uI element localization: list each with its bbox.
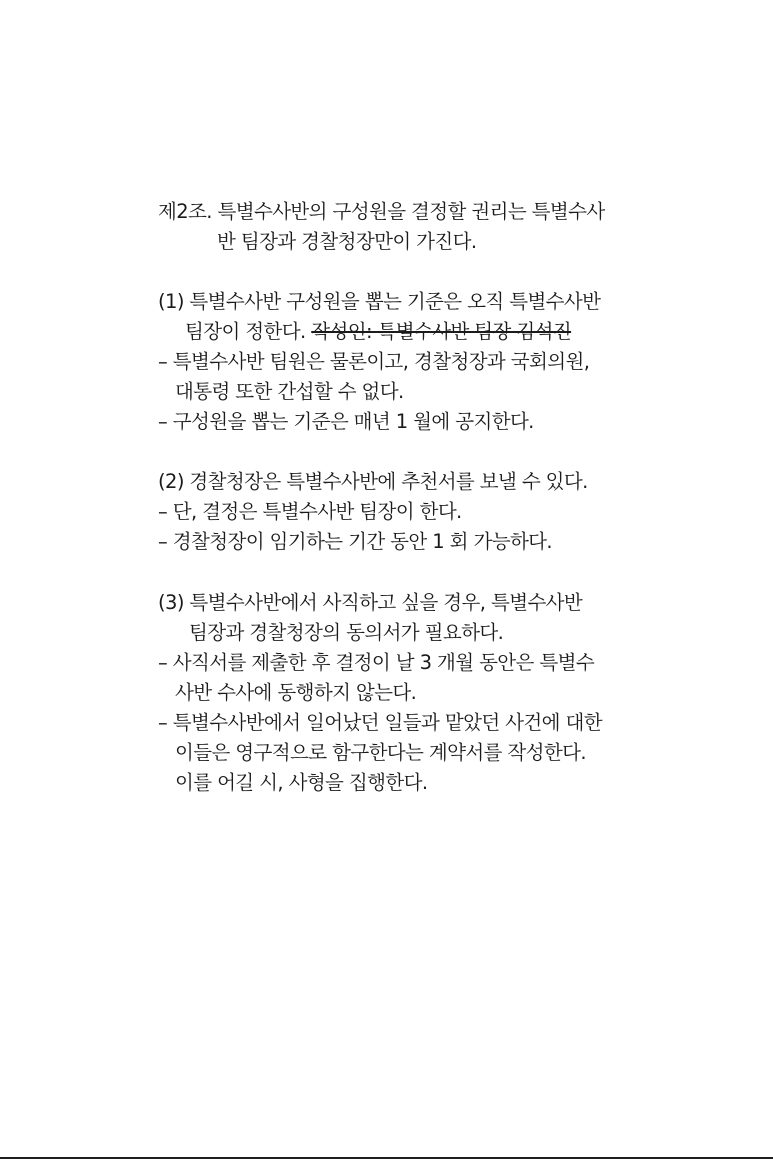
clause-1-title-line-2 [185, 317, 571, 347]
clause-1-item-1-line-1: – 특별수사반 팀원은 물론이고, 경찰청장과 국회의원, [158, 350, 590, 373]
clause-1-item-2: – 구성원을 뽑는 기준은 매년 1 월에 공지한다. [158, 410, 534, 433]
clause-3-item-2-line-2: 이들은 영구적으로 함구한다는 계약서를 작성한다. [175, 741, 586, 764]
clause-1-title-text: 팀장이 정한다. [185, 320, 306, 343]
clause-3-item-1-line-1: – 사직서를 제출한 후 결정이 날 3 개월 동안은 특별수 [158, 651, 595, 674]
clause-1-item-1-line-2: 대통령 또한 간섭할 수 없다. [175, 380, 404, 403]
clause-2-item-1: – 단, 결정은 특별수사반 팀장이 한다. [158, 500, 462, 523]
clause-2-title: (2) 경찰청장은 특별수사반에 추천서를 보낼 수 있다. [158, 470, 588, 493]
clause-3-title-line-1: (3) 특별수사반에서 사직하고 싶을 경우, 특별수사반 [158, 591, 583, 614]
clause-3-title-line-2: 팀장과 경찰청장의 동의서가 필요하다. [189, 621, 504, 644]
clause-1-title-line-1: (1) 특별수사반 구성원을 뽑는 기준은 오직 특별수사반 [158, 290, 601, 313]
clause-3-item-2-line-1: – 특별수사반에서 일어났던 일들과 맡았던 사건에 대한 [158, 711, 602, 734]
article-heading-line-1: 제2조. 특별수사반의 구성원을 결정할 권리는 특별수사 [158, 200, 605, 223]
article-heading-line-2: 반 팀장과 경찰청장만이 가진다. [217, 230, 477, 253]
clause-3-item-2-line-3: 이를 어길 시, 사형을 집행한다. [175, 771, 428, 794]
clause-3-item-1-line-2: 사반 수사에 동행하지 않는다. [175, 681, 417, 704]
clause-2-item-2: – 경찰청장이 임기하는 기간 동안 1 회 가능하다. [158, 530, 553, 553]
struck-author-note: 작성인: 특별수사반 팀장 김석진 [311, 320, 572, 343]
